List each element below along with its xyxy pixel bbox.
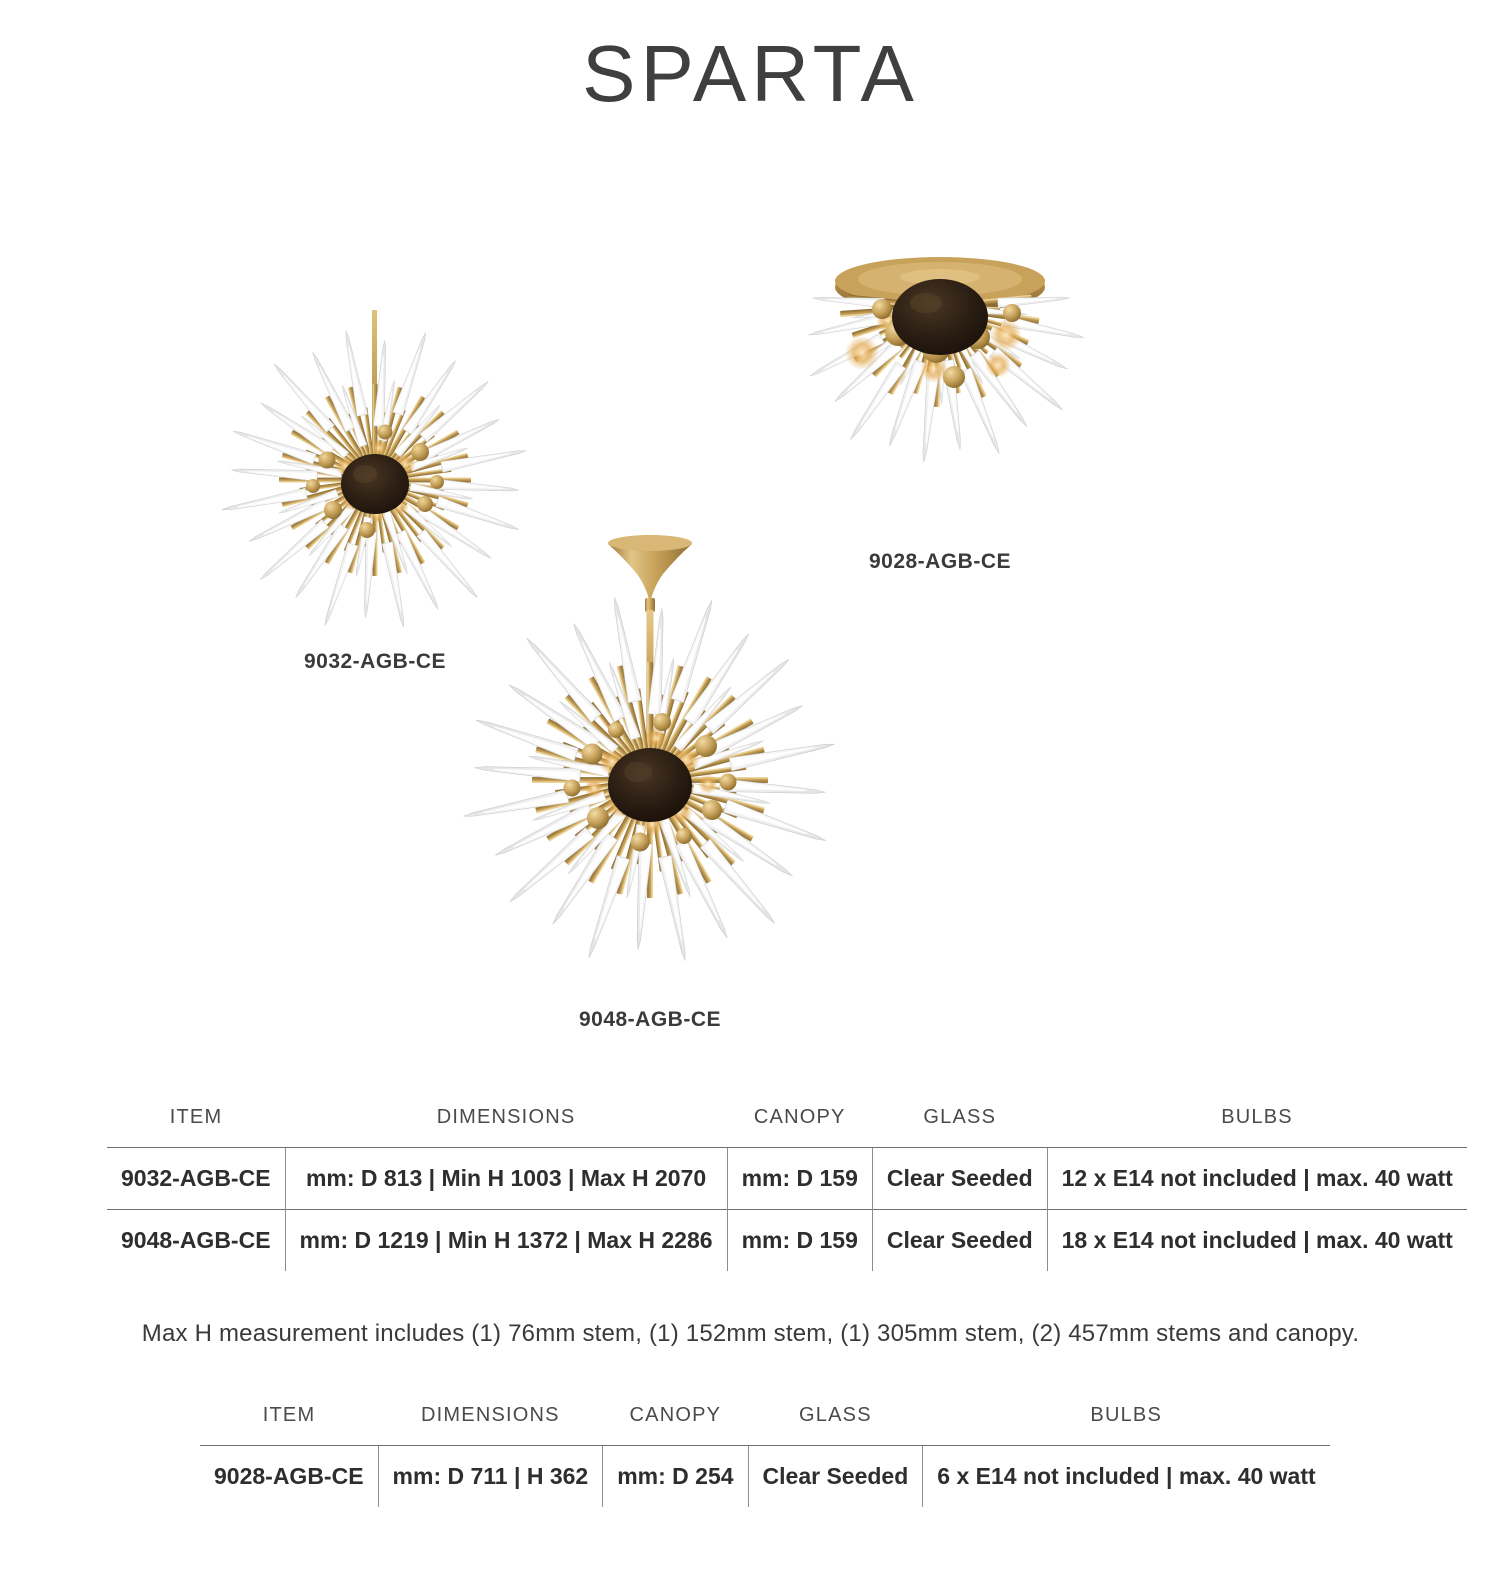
- figure-caption-9032: 9032-AGB-CE: [303, 650, 447, 673]
- figure-caption-9028: 9028-AGB-CE: [868, 550, 1012, 573]
- max-height-footnote: Max H measurement includes (1) 76mm stem, (1) 152mm stem, (1) 305mm stem, (2) 457mm stems and canopy.: [141, 1320, 1360, 1347]
- cell-item: 9032-AGB-CE: [107, 1148, 285, 1210]
- product-figure-9048: [395, 530, 905, 1050]
- center-hub: [341, 454, 409, 514]
- column-header-glass: GLASS: [799, 1404, 872, 1426]
- cell-bulbs: 6 x E14 not included | max. 40 watt: [923, 1446, 1330, 1508]
- table-row: [107, 1148, 1467, 1210]
- column-header-dimensions: DIMENSIONS: [436, 1106, 576, 1128]
- column-header-glass: GLASS: [923, 1106, 997, 1128]
- sputnik-chandelier-9048-illustration: [395, 530, 905, 1000]
- column-header-dimensions: DIMENSIONS: [421, 1404, 560, 1426]
- column-header-item: ITEM: [169, 1106, 223, 1128]
- cell-canopy: mm: D 159: [727, 1148, 872, 1210]
- cell-canopy: mm: D 159: [727, 1210, 872, 1272]
- cell-dimensions: mm: D 813 | Min H 1003 | Max H 2070: [285, 1148, 727, 1210]
- ceiling-canopy: [608, 535, 692, 604]
- cell-bulbs: 12 x E14 not included | max. 40 watt: [1047, 1148, 1467, 1210]
- column-header-bulbs: BULBS: [1221, 1106, 1293, 1128]
- figure-caption-9048: 9048-AGB-CE: [578, 1008, 722, 1031]
- cell-glass: Clear Seeded: [872, 1148, 1047, 1210]
- page-title: SPARTA: [582, 29, 919, 118]
- cell-canopy: mm: D 254: [603, 1446, 748, 1508]
- cell-dimensions: mm: D 1219 | Min H 1372 | Max H 2286: [285, 1210, 727, 1272]
- cell-bulbs: 18 x E14 not included | max. 40 watt: [1047, 1210, 1467, 1272]
- column-header-bulbs: BULBS: [1090, 1404, 1163, 1426]
- specifications-table-main: [107, 1106, 1467, 1271]
- starburst-body: [807, 279, 1085, 463]
- table-header-row: [200, 1404, 1330, 1446]
- table-row: [200, 1446, 1330, 1508]
- cell-dimensions: mm: D 711 | H 362: [378, 1446, 603, 1508]
- cell-item: 9048-AGB-CE: [107, 1210, 285, 1272]
- cell-glass: Clear Seeded: [748, 1446, 923, 1508]
- cell-item: 9028-AGB-CE: [200, 1446, 378, 1508]
- center-hub: [608, 748, 692, 822]
- stem-collar: [645, 598, 655, 612]
- center-hub: [892, 279, 988, 355]
- table-header-row: [107, 1106, 1467, 1148]
- column-header-canopy: CANOPY: [629, 1404, 722, 1426]
- column-header-canopy: CANOPY: [753, 1106, 846, 1128]
- specifications-table-secondary: [200, 1404, 1330, 1507]
- table-row: [107, 1210, 1467, 1272]
- cell-glass: Clear Seeded: [872, 1210, 1047, 1272]
- column-header-item: ITEM: [262, 1404, 316, 1426]
- flush-mount-sputnik-9028-illustration: [690, 245, 1190, 545]
